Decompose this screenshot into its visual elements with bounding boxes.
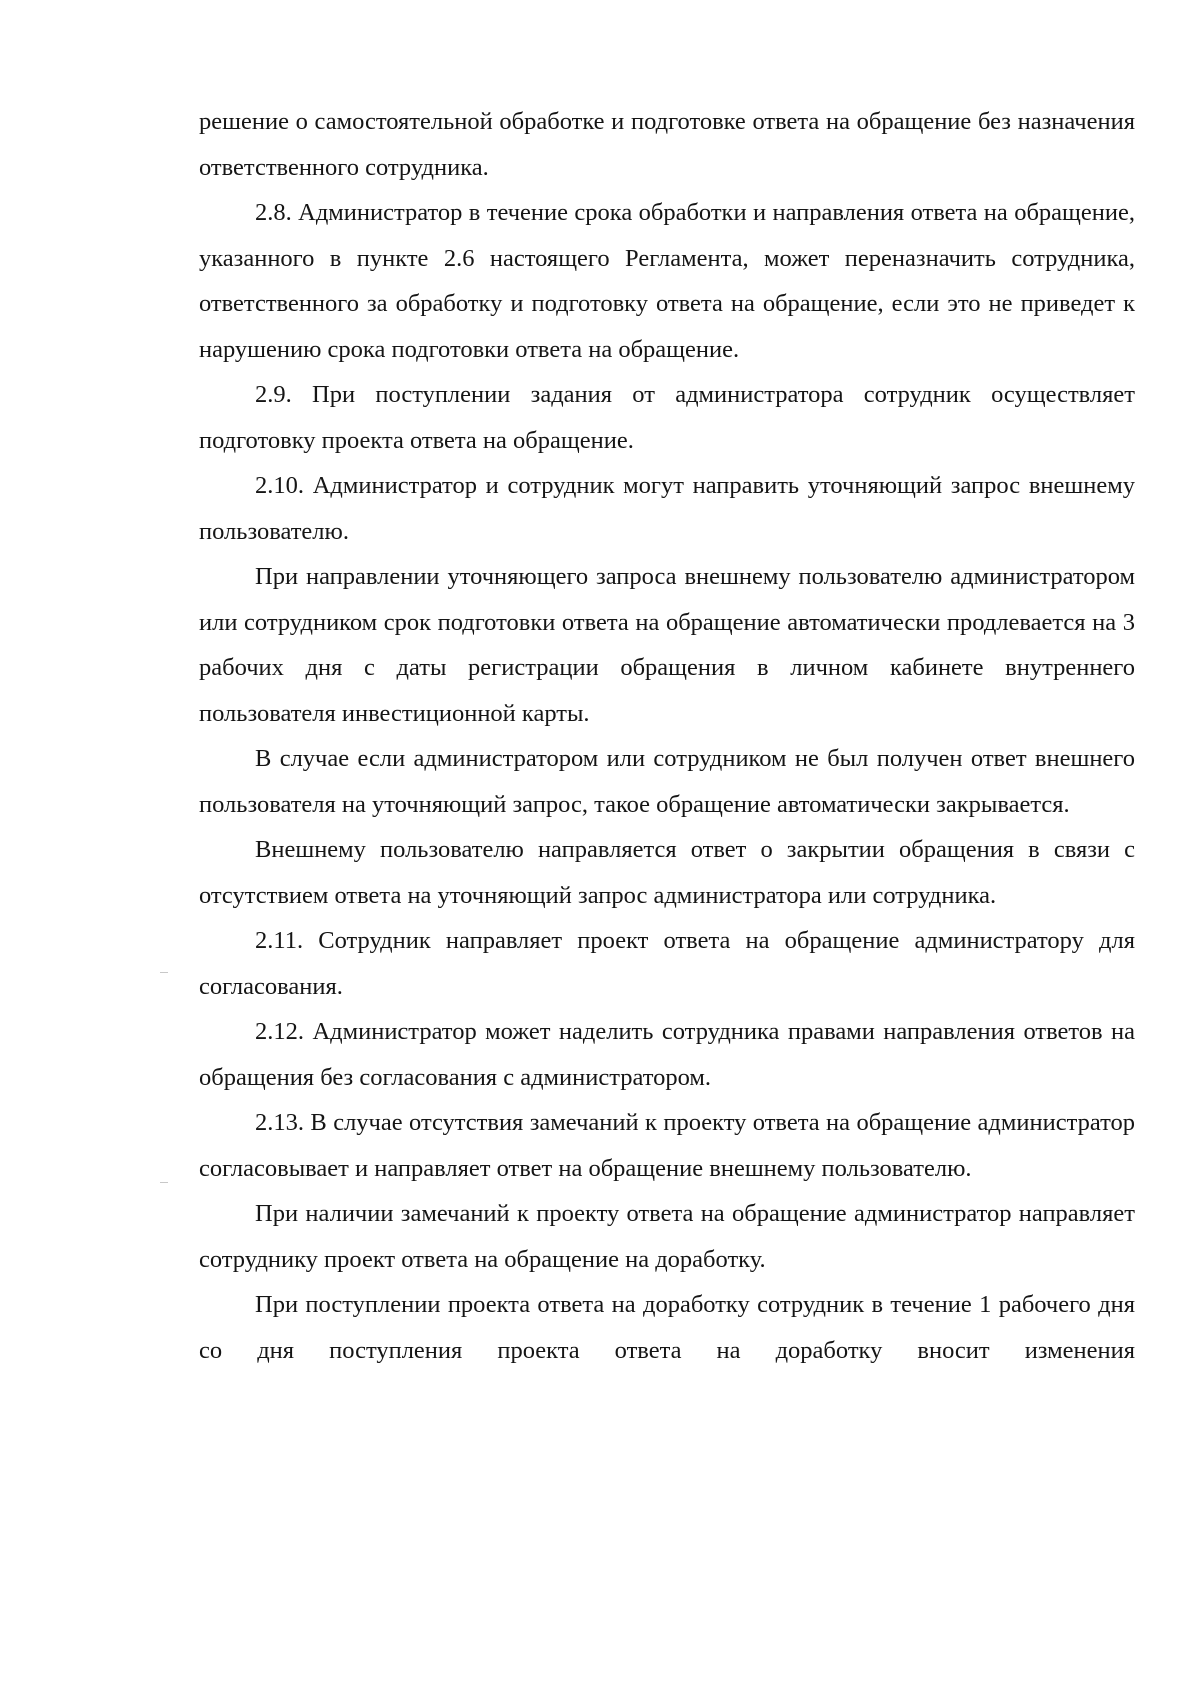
document-body [199,99,1135,1373]
paragraph-2-9: 2.9. При поступлении задания от администратора сотрудник осуществляет подготовку проекта ответа на обращение. [199,381,1135,454]
paragraph-2-13: 2.13. В случае отсутствия замечаний к проекту ответа на обращение администратор согласовывает и направляет ответ на обращение внешнему пользователю. [199,1109,1135,1182]
paragraph-2-10-notice: Внешнему пользователю направляется ответ о закрытии обращения в связи с отсутствием ответа на уточняющий запрос администратора или сотрудника. [199,836,1135,909]
paragraph-intro-continuation: решение о самостоятельной обработке и подготовке ответа на обращение без назначения ответственного сотрудника. [199,108,1135,181]
paragraph-2-10: 2.10. Администратор и сотрудник могут направить уточняющий запрос внешнему пользователю. [199,472,1135,545]
paragraph-2-11: 2.11. Сотрудник направляет проект ответа на обращение администратору для согласования. [199,927,1135,1000]
paragraph-2-8: 2.8. Администратор в течение срока обработки и направления ответа на обращение, указанного в пункте 2.6 настоящего Регламента, может переназначить сотрудника, ответственного за обработку и подготовку ответа на обращение, если это не приведет к нарушению срока подготовки ответа на обращение. [199,199,1135,363]
paragraph-2-12: 2.12. Администратор может наделить сотрудника правами направления ответов на обращения без согласования с администратором. [199,1018,1135,1091]
paragraph-2-13-remarks: При наличии замечаний к проекту ответа на обращение администратор направляет сотруднику проект ответа на обращение на доработку. [199,1200,1135,1273]
paragraph-2-10-closure: В случае если администратором или сотрудником не был получен ответ внешнего пользователя на уточняющий запрос, такое обращение автоматически закрывается. [199,745,1135,818]
scan-speck [160,1182,168,1183]
paragraph-2-10-extension: При направлении уточняющего запроса внешнему пользователю администратором или сотрудником срок подготовки ответа на обращение автоматически продлевается на 3 рабочих дня с даты регистрации обращения в личном кабинете внутреннего пользователя инвестиционной карты. [199,563,1135,727]
scan-speck [160,972,168,973]
paragraph-2-13-revision: При поступлении проекта ответа на доработку сотрудник в течение 1 рабочего дня со дня поступления проекта ответа на доработку вносит изменения [199,1291,1135,1364]
